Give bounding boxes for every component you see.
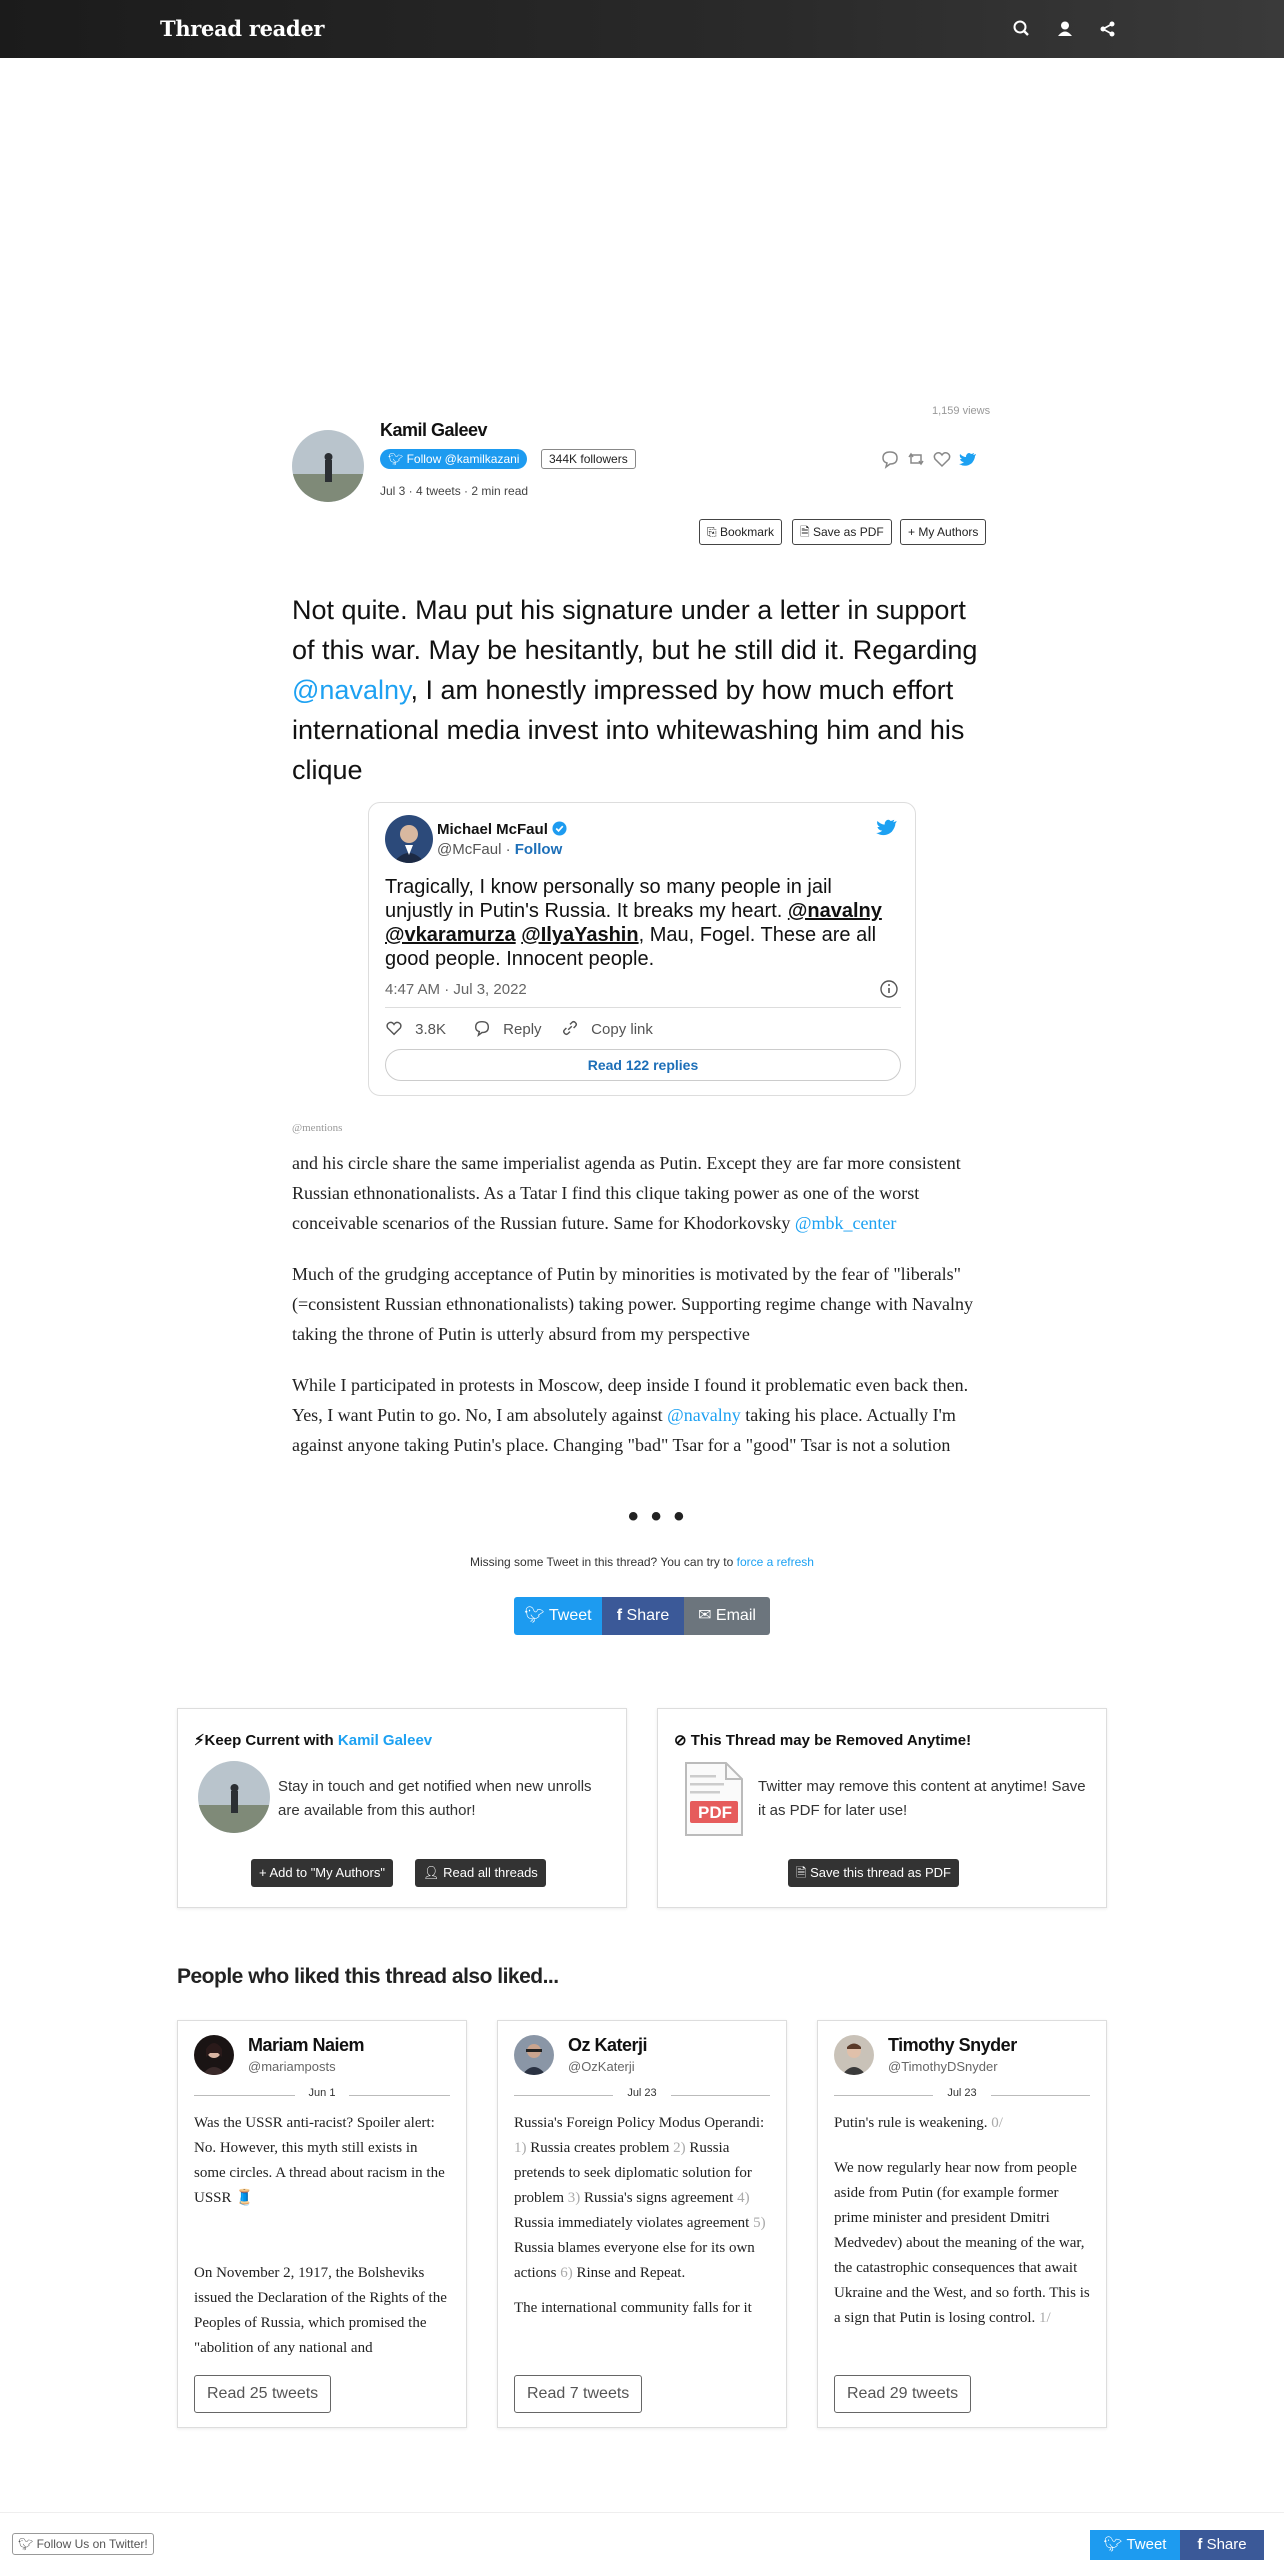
rec-preview-text [834,2111,1090,2361]
read-thread-button[interactable]: Read 25 tweets [194,2375,331,2413]
mention-link[interactable]: @navalny [787,900,882,922]
share-email-label: Email [715,1607,756,1624]
thread-meta: Jul 3 · 4 tweets · 2 min read [380,484,529,498]
follow-author-button[interactable] [380,449,527,469]
thread-removal-box [657,1708,1107,1908]
keep-current-box [177,1708,627,1908]
info-icon[interactable] [879,979,899,1004]
plus-icon: + [259,1865,267,1880]
save-pdf-label: Save as PDF [813,525,884,539]
rec-date [498,2087,786,2099]
embed-copy-link-action[interactable] [561,1019,653,1038]
missing-tweet-notice [292,1555,992,1569]
mention-link[interactable]: @mbk_center [794,1213,897,1233]
twitter-bird-icon: 🐦︎ [388,452,404,466]
ad-space [0,58,1284,388]
embed-handle[interactable]: @McFaul [437,841,502,858]
first-tweet-text [292,590,992,790]
removal-title-text: This Thread may be Removed Anytime! [690,1732,972,1749]
removal-desc: Twitter may remove this content at anytime! Save it as PDF for later use! [758,1778,1086,1819]
rec-avatar[interactable] [514,2035,554,2075]
search-icon[interactable] [1011,18,1033,40]
read-all-label: Read all threads [443,1865,538,1880]
embed-handle-row: @McFaul · Follow [437,841,563,858]
rec-date [818,2087,1106,2099]
save-thread-pdf-label: Save this thread as PDF [810,1865,951,1880]
embed-body-post: , Mau, Fogel. These are all good people. Innocent people. [385,924,877,970]
ban-icon: ⊘ [674,1732,687,1749]
twitter-icon: 🐦︎ [18,2537,34,2551]
rec-author-handle: @TimothyDSnyder [888,2059,998,2074]
rec-date-text: Jul 23 [933,2087,990,2099]
read-replies-button[interactable]: Read 122 replies [385,1049,901,1081]
author-avatar[interactable] [198,1761,270,1833]
rec-preview-text [194,2111,450,2361]
read-thread-button[interactable]: Read 29 tweets [834,2375,971,2413]
file-pdf-icon: 🗎 [796,1865,807,1880]
rec-number: 5) [753,2215,766,2231]
rec-text-part: Russia pretends to seek diplomatic solution for problem [514,2140,752,2206]
top-navbar [0,0,1284,58]
twitter-icon[interactable] [875,815,899,844]
envelope-icon: ✉ [698,1607,712,1624]
tweet-4-body-post: taking his place. Actually I'm against anyone taking Putin's place. Changing "bad" Tsar for a "good" Tsar is not a solution [292,1405,956,1455]
recommended-thread-card[interactable] [817,2020,1107,2428]
user-icon: 👤︎ [423,1865,440,1880]
embed-tweet-body [385,875,905,971]
reply-icon[interactable] [880,449,900,474]
pdf-label: PDF [698,1803,732,1822]
also-liked-heading: People who liked this thread also liked... [177,1965,559,1988]
follow-label: Follow @kamilkazani [406,452,520,466]
rec-image-gap [194,2211,450,2261]
embed-reply-label: Reply [503,1021,542,1038]
facebook-icon: f [1197,2536,1203,2553]
rec-author-name[interactable]: Timothy Snyder [888,2035,1017,2055]
my-authors-label: My Authors [918,525,979,539]
twitter-icon: 🐦︎ [524,1607,545,1624]
mention-link[interactable]: @IlyaYashin [521,924,639,946]
rec-text-part: We now regularly hear now from people aside from Putin (for example former prime minister and president Dmitri Medvedev) about the meaning of the war, the catastrophic consequences that await Ukraine and the West, and so forth. This is a sign that Putin is losing control. [834,2160,1090,2326]
bolt-icon: ⚡︎ [194,1732,205,1749]
tweet-4-text [292,1370,992,1460]
rec-avatar[interactable] [194,2035,234,2075]
divider [0,2512,1284,2513]
twitter-icon[interactable] [958,449,978,474]
share-email-button[interactable] [684,1597,770,1635]
embed-like-action[interactable] [385,1019,446,1038]
missing-text: Missing some Tweet in this thread? You can try to [470,1555,737,1569]
embedded-tweet[interactable] [368,802,916,1096]
spacer [834,2136,1090,2156]
rec-text-part: Putin's rule is weakening. [834,2115,992,2131]
bookmark-label: Bookmark [719,525,774,539]
spacer [514,2286,770,2296]
author-avatar[interactable] [292,430,364,502]
mentions-label: @mentions [292,1122,343,1134]
rec-number: 6) [560,2265,573,2281]
first-tweet-text-post: , I am honestly impressed by how much effort international media invest into whitewashing him and his clique [292,675,965,785]
rec-preview-para [514,2111,770,2286]
keep-current-title-text: Keep Current with [204,1732,338,1749]
rec-date [178,2087,466,2099]
rec-number: 1/ [1039,2310,1051,2326]
tweet-2-body: and his circle share the same imperialist agenda as Putin. Except they are far more consistent Russian ethnonationalists. As a Tatar I find this clique taking power as one of the worst conceivable scenarios of the Russian future. Same for Khodorkovsky [292,1153,961,1233]
tweet-2-text [292,1148,992,1238]
rec-number: 0/ [991,2115,1003,2131]
footer-share-label: Share [1206,2536,1247,2553]
keep-current-desc: Stay in touch and get notified when new unrolls are available from this author! [278,1778,592,1819]
share-tweet-button[interactable] [514,1597,602,1635]
embed-author-name[interactable] [437,821,567,838]
add-to-my-authors-button[interactable] [251,1859,393,1887]
read-all-threads-button[interactable] [415,1859,546,1887]
footer-tweet-label: Tweet [1126,2536,1167,2553]
rec-preview-para [834,2111,1090,2136]
pdf-file-icon [682,1761,744,1842]
share-facebook-button[interactable] [602,1597,684,1635]
rec-author-handle: @OzKaterji [568,2059,635,2074]
read-thread-button[interactable]: Read 7 tweets [514,2375,642,2413]
divider [385,1007,901,1008]
bookmark-button[interactable] [699,519,782,545]
view-count: 1,159 views [932,405,991,417]
plus-icon: + [908,525,916,539]
thread-end-dots: • • • [628,1500,687,1533]
user-icon[interactable] [1054,18,1076,40]
tweet-actions [880,449,978,474]
rec-author-name[interactable]: Oz Katerji [568,2035,648,2055]
embed-name-text: Michael McFaul [437,821,548,838]
follow-us-label: Follow Us on Twitter! [36,2537,148,2551]
rec-number: 4) [737,2190,750,2206]
retweet-icon[interactable] [906,449,926,474]
followers-count: 344K followers [541,449,636,469]
add-label: Add to "My Authors" [269,1865,385,1880]
rec-text-part: Russia's Foreign Policy Modus Operandi: [514,2115,765,2131]
save-thread-pdf-button[interactable] [788,1859,959,1887]
follow-us-button[interactable] [12,2533,154,2555]
rec-author-handle: @mariamposts [248,2059,336,2074]
heart-icon [385,1021,403,1038]
rec-number: 2) [673,2140,686,2156]
keep-current-title [194,1731,432,1749]
rec-date-text: Jun 1 [295,2087,350,2099]
rec-preview-para: Was the USSR anti-racist? Spoiler alert: No. However, this myth still exists in some circles. A thread about racism in the USSR 🧵 [194,2115,445,2206]
share-tweet-label: Tweet [548,1607,592,1624]
rec-avatar[interactable] [834,2035,874,2075]
first-tweet-text-pre: Not quite. Mau put his signature under a letter in support of this war. May be hesitantly, but he still did it. Regarding [292,595,978,665]
facebook-icon: f [616,1607,623,1624]
reply-icon [473,1021,491,1038]
footer-tweet-button[interactable] [1090,2530,1180,2560]
author-name[interactable]: Kamil Galeev [380,420,488,440]
recommended-thread-card[interactable] [497,2020,787,2428]
rec-preview-para [834,2156,1090,2331]
rec-text-part: Russia creates problem [526,2140,674,2156]
embed-avatar[interactable] [385,815,433,863]
embed-copy-label: Copy link [591,1021,653,1038]
rec-date-text: Jul 23 [613,2087,670,2099]
like-icon[interactable] [932,449,952,474]
bookmark-icon: ⎘ [707,525,717,539]
mention-link[interactable]: @navalny [667,1405,741,1425]
embed-reply-action[interactable] [473,1019,542,1038]
rec-author-name[interactable]: Mariam Naiem [248,2035,365,2055]
share-icon[interactable] [1097,18,1119,40]
twitter-icon: 🐦︎ [1103,2536,1123,2553]
share-facebook-label: Share [626,1607,670,1624]
rec-text-part: Rinse and Repeat. [572,2265,686,2281]
rec-preview-para: On November 2, 1917, the Bolsheviks issued the Declaration of the Rights of the Peoples of Russia, which promised the "abolition of any national and [194,2265,447,2356]
footer-share-button[interactable] [1180,2530,1264,2560]
tweet-3-text: Much of the grudging acceptance of Putin by minorities is motivated by the fear of "liberals" (=consistent Russian ethnonationalists) taking power. Supporting regime change with Navalny taking the throne of Putin is utterly absurd from my perspective [292,1264,974,1344]
mention-link[interactable]: @vkaramurza [385,924,516,946]
embed-timestamp[interactable]: 4:47 AM · Jul 3, 2022 [385,981,527,998]
rec-preview-text [514,2111,770,2361]
file-pdf-icon: 🗎 [800,525,810,539]
mention-link[interactable]: @navalny [292,675,411,705]
save-pdf-button[interactable] [792,519,892,545]
brand-logo[interactable]: Thread reader [160,16,325,41]
recommended-thread-card[interactable] [177,2020,467,2428]
rec-text-part: Russia immediately violates agreement [514,2215,754,2231]
link-icon [561,1021,579,1038]
rec-text-part: Russia's signs agreement [580,2190,738,2206]
force-refresh-link[interactable]: force a refresh [736,1555,814,1569]
embed-follow-link[interactable]: Follow [514,841,563,858]
embed-like-count: 3.8K [415,1021,447,1038]
rec-number: 3) [567,2190,581,2206]
rec-text-part: Russia blames everyone else for its own actions [514,2240,755,2281]
tweet-4-body-pre: While I participated in protests in Moscow, deep inside I found it problematic even back then. Yes, I want Putin to go. No, I am absolutely against [292,1375,969,1425]
author-link[interactable]: Kamil Galeev [337,1732,433,1749]
my-authors-button[interactable] [900,519,986,545]
removal-title [674,1731,971,1749]
rec-preview-para: The international community falls for it [514,2300,752,2316]
verified-icon [552,821,567,838]
embed-body-pre: Tragically, I know personally so many people in jail unjustly in Putin's Russia. It breaks my heart. [385,876,832,922]
rec-number: 1) [514,2140,527,2156]
